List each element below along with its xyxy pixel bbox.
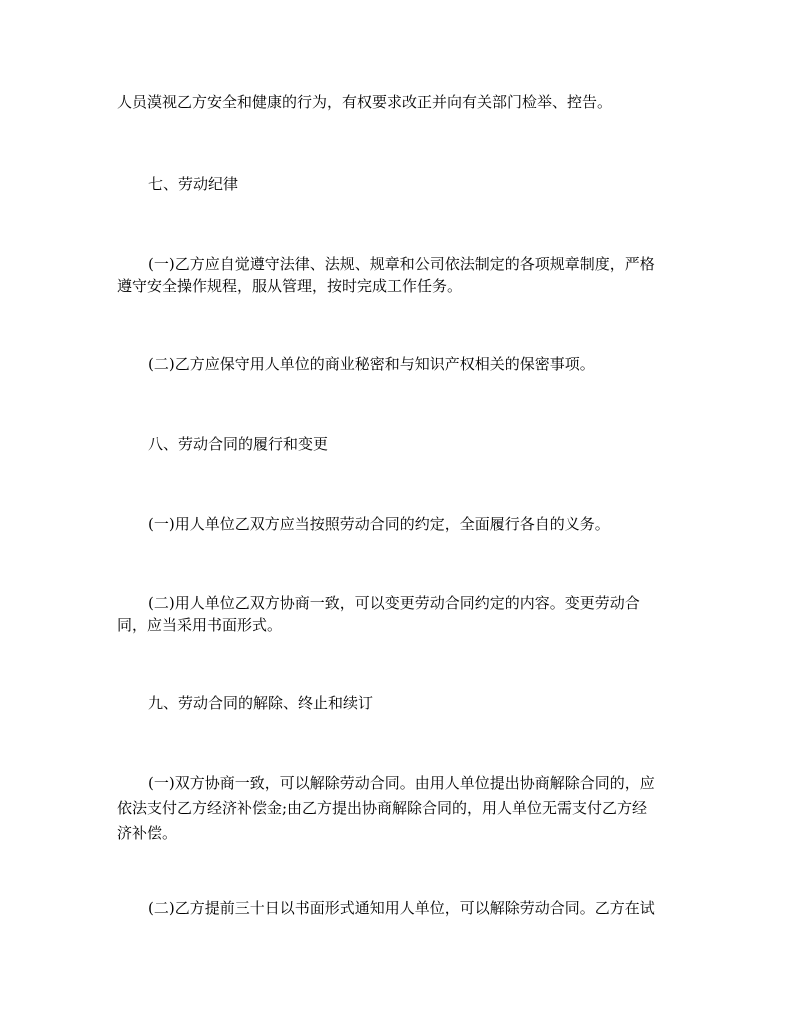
- section-heading-7: 七、劳动纪律: [148, 175, 239, 193]
- paragraph-line: (一)乙方应自觉遵守法律、法规、规章和公司依法制定的各项规章制度，严格: [148, 255, 655, 273]
- paragraph-line: (二)乙方应保守用人单位的商业秘密和与知识产权相关的保密事项。: [148, 355, 595, 373]
- paragraph-line: 同，应当采用书面形式。: [117, 616, 283, 634]
- paragraph-line: 济补偿。: [117, 824, 178, 842]
- paragraph-line: (一)用人单位乙双方应当按照劳动合同的约定，全面履行各自的义务。: [148, 515, 610, 533]
- paragraph-line: 人员漠视乙方安全和健康的行为，有权要求改正并向有关部门检举、控告。: [117, 93, 613, 111]
- paragraph-line: 依法支付乙方经济补偿金;由乙方提出协商解除合同的，用人单位无需支付乙方经: [117, 799, 648, 817]
- paragraph-line: (二)乙方提前三十日以书面形式通知用人单位，可以解除劳动合同。乙方在试: [148, 899, 655, 917]
- paragraph-line: (二)用人单位乙双方协商一致，可以变更劳动合同约定的内容。变更劳动合: [148, 594, 640, 612]
- section-heading-8: 八、劳动合同的履行和变更: [148, 435, 329, 453]
- paragraph-line: (一)双方协商一致，可以解除劳动合同。由用人单位提出协商解除合同的，应: [148, 774, 655, 792]
- paragraph-line: 遵守安全操作规程，服从管理，按时完成工作任务。: [117, 277, 463, 295]
- section-heading-9: 九、劳动合同的解除、终止和续订: [148, 694, 374, 712]
